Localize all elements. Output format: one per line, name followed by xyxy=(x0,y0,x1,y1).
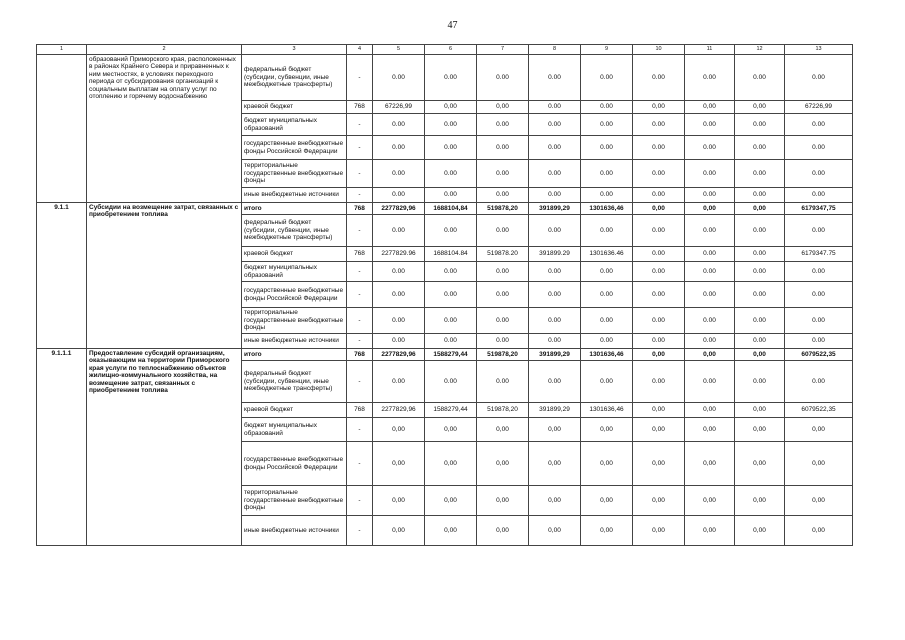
amount-cell: 1301636.46 xyxy=(581,247,633,262)
section-code-cell: 9.1.1 xyxy=(37,203,87,349)
amount-cell: 0.00 xyxy=(685,361,735,403)
amount-cell: 0.00 xyxy=(529,136,581,160)
amount-cell: 0,00 xyxy=(785,516,853,546)
amount-cell: 0,00 xyxy=(529,442,581,486)
amount-cell: 0.00 xyxy=(581,114,633,136)
amount-cell: 0.00 xyxy=(735,114,785,136)
amount-cell: 0,00 xyxy=(477,486,529,516)
amount-cell: 0.00 xyxy=(581,160,633,188)
amount-cell: 0.00 xyxy=(735,308,785,334)
amount-cell: 0,00 xyxy=(425,516,477,546)
budget-table xyxy=(36,44,853,546)
amount-cell: 0,00 xyxy=(685,516,735,546)
amount-cell: 0.00 xyxy=(477,361,529,403)
amount-cell: 0,00 xyxy=(735,403,785,418)
amount-cell: 0,00 xyxy=(735,486,785,516)
funding-source-cell: территориальные государственные внебюджетные фонды xyxy=(242,486,347,516)
amount-cell: 0,00 xyxy=(735,516,785,546)
amount-cell: 0,00 xyxy=(425,101,477,114)
amount-cell: 0.00 xyxy=(685,247,735,262)
amount-cell: 0.00 xyxy=(373,215,425,247)
amount-cell: 0.00 xyxy=(785,215,853,247)
amount-cell: 0.00 xyxy=(785,55,853,101)
funding-source-cell: краевой бюджет xyxy=(242,101,347,114)
amount-cell: 1588279,44 xyxy=(425,403,477,418)
amount-cell: 0.00 xyxy=(785,114,853,136)
amount-cell: 519878.20 xyxy=(477,247,529,262)
amount-cell: 0.00 xyxy=(477,334,529,349)
column-number-cell: 2 xyxy=(87,45,242,55)
amount-cell: 0.00 xyxy=(373,160,425,188)
amount-cell: 0,00 xyxy=(785,442,853,486)
amount-cell: 0.00 xyxy=(373,282,425,308)
column-number-cell: 12 xyxy=(735,45,785,55)
column-number-cell: 1 xyxy=(37,45,87,55)
section-title-cell: образований Приморского края, расположенных в районах Крайнего Севера и приравненных к ним местностях, в условиях переходного периода от субсидирования организаций к социальным выплатам на оплату услуг по отоплению и горячему водоснабжению xyxy=(87,55,242,203)
column-number-row xyxy=(37,45,853,55)
column-number-cell: 5 xyxy=(373,45,425,55)
amount-cell: 0.00 xyxy=(373,136,425,160)
funding-source-cell: федеральный бюджет (субсидии, субвенции, иные межбюджетные трансферты) xyxy=(242,215,347,247)
amount-cell: 0,00 xyxy=(477,101,529,114)
column-number-cell: 9 xyxy=(581,45,633,55)
amount-cell: 0.00 xyxy=(581,262,633,282)
amount-cell: 0.00 xyxy=(735,282,785,308)
amount-cell: 0.00 xyxy=(785,282,853,308)
column-number-cell: 11 xyxy=(685,45,735,55)
amount-cell: 1301636,46 xyxy=(581,203,633,215)
column-number-cell: 8 xyxy=(529,45,581,55)
funding-source-cell: бюджет муниципальных образований xyxy=(242,114,347,136)
amount-cell: 0,00 xyxy=(633,349,685,361)
amount-cell: 0.00 xyxy=(735,247,785,262)
amount-cell: 0.00 xyxy=(425,361,477,403)
amount-cell: 0.00 xyxy=(735,55,785,101)
grbs-code-cell: 768 xyxy=(347,247,373,262)
amount-cell: 0.00 xyxy=(529,361,581,403)
amount-cell: 0,00 xyxy=(425,486,477,516)
amount-cell: 0.00 xyxy=(529,282,581,308)
amount-cell: 0,00 xyxy=(633,486,685,516)
amount-cell: 0.00 xyxy=(477,188,529,203)
amount-cell: 0.00 xyxy=(685,282,735,308)
column-number-cell: 7 xyxy=(477,45,529,55)
amount-cell: 0,00 xyxy=(735,442,785,486)
amount-cell: 1301636,46 xyxy=(581,349,633,361)
amount-cell: 391899,29 xyxy=(529,349,581,361)
amount-cell: 2277829,96 xyxy=(373,349,425,361)
amount-cell: 0,00 xyxy=(477,516,529,546)
amount-cell: 0.00 xyxy=(477,308,529,334)
amount-cell: 0,00 xyxy=(425,418,477,442)
amount-cell: 0.00 xyxy=(685,188,735,203)
grbs-code-cell: 768 xyxy=(347,203,373,215)
amount-cell: 0.00 xyxy=(581,215,633,247)
amount-cell: 0,00 xyxy=(581,486,633,516)
amount-cell: 0.00 xyxy=(425,114,477,136)
funding-source-cell: итого xyxy=(242,203,347,215)
amount-cell: 0,00 xyxy=(529,418,581,442)
funding-source-cell: территориальные государственные внебюджетные фонды xyxy=(242,308,347,334)
amount-cell: 0.00 xyxy=(685,136,735,160)
amount-cell: 0.00 xyxy=(425,334,477,349)
amount-cell: 0,00 xyxy=(581,418,633,442)
amount-cell: 0,00 xyxy=(735,349,785,361)
funding-source-cell: федеральный бюджет (субсидии, субвенции, иные межбюджетные трансферты) xyxy=(242,55,347,101)
grbs-code-cell: - xyxy=(347,486,373,516)
amount-cell: 0,00 xyxy=(685,203,735,215)
amount-cell: 0,00 xyxy=(685,442,735,486)
amount-cell: 0,00 xyxy=(633,203,685,215)
amount-cell: 0.00 xyxy=(633,160,685,188)
amount-cell: 0.00 xyxy=(633,215,685,247)
amount-cell: 0.00 xyxy=(685,215,735,247)
amount-cell: 0.00 xyxy=(633,282,685,308)
amount-cell: 0,00 xyxy=(685,486,735,516)
amount-cell: 0.00 xyxy=(477,114,529,136)
funding-source-cell: бюджет муниципальных образований xyxy=(242,418,347,442)
amount-cell: 0,00 xyxy=(685,101,735,114)
amount-cell: 0.00 xyxy=(529,160,581,188)
amount-cell: 0,00 xyxy=(685,418,735,442)
amount-cell: 0.00 xyxy=(633,136,685,160)
amount-cell: 519878,20 xyxy=(477,203,529,215)
amount-cell: 0.00 xyxy=(685,308,735,334)
amount-cell: 0.00 xyxy=(633,308,685,334)
funding-source-cell: иные внебюджетные источники xyxy=(242,188,347,203)
grbs-code-cell: - xyxy=(347,160,373,188)
table-row xyxy=(37,55,853,101)
amount-cell: 0.00 xyxy=(735,160,785,188)
funding-source-cell: государственные внебюджетные фонды Российской Федерации xyxy=(242,136,347,160)
amount-cell: 0.00 xyxy=(581,308,633,334)
amount-cell: 0.00 xyxy=(785,308,853,334)
amount-cell: 0,00 xyxy=(685,349,735,361)
amount-cell: 0.00 xyxy=(785,334,853,349)
amount-cell: 0.00 xyxy=(633,55,685,101)
grbs-code-cell: - xyxy=(347,215,373,247)
amount-cell: 0,00 xyxy=(581,516,633,546)
funding-source-cell: государственные внебюджетные фонды Российской Федерации xyxy=(242,282,347,308)
amount-cell: 0.00 xyxy=(373,188,425,203)
grbs-code-cell: - xyxy=(347,136,373,160)
amount-cell: 0,00 xyxy=(785,418,853,442)
grbs-code-cell: 768 xyxy=(347,349,373,361)
amount-cell: 0.00 xyxy=(735,188,785,203)
grbs-code-cell: 768 xyxy=(347,101,373,114)
amount-cell: 2277829,96 xyxy=(373,203,425,215)
amount-cell: 0.00 xyxy=(425,282,477,308)
amount-cell: 0.00 xyxy=(477,215,529,247)
amount-cell: 0.00 xyxy=(685,114,735,136)
amount-cell: 0,00 xyxy=(373,516,425,546)
amount-cell: 67226,99 xyxy=(785,101,853,114)
amount-cell: 0.00 xyxy=(633,334,685,349)
amount-cell: 2277829.96 xyxy=(373,247,425,262)
amount-cell: 391899.29 xyxy=(529,247,581,262)
amount-cell: 1588279,44 xyxy=(425,349,477,361)
amount-cell: 0.00 xyxy=(373,114,425,136)
amount-cell: 67226,99 xyxy=(373,101,425,114)
amount-cell: 0,00 xyxy=(373,442,425,486)
amount-cell: 0.00 xyxy=(633,114,685,136)
grbs-code-cell: 768 xyxy=(347,403,373,418)
amount-cell: 1688104.84 xyxy=(425,247,477,262)
amount-cell: 0,00 xyxy=(373,486,425,516)
amount-cell: 0,00 xyxy=(735,203,785,215)
amount-cell: 0,00 xyxy=(633,516,685,546)
amount-cell: 0.00 xyxy=(477,262,529,282)
amount-cell: 0.00 xyxy=(425,215,477,247)
amount-cell: 0.00 xyxy=(785,188,853,203)
amount-cell: 0.00 xyxy=(529,215,581,247)
amount-cell: 6179347.75 xyxy=(785,247,853,262)
amount-cell: 0.00 xyxy=(477,282,529,308)
grbs-code-cell: - xyxy=(347,308,373,334)
section-title-cell: Субсидии на возмещение затрат, связанных с приобретением топлива xyxy=(87,203,242,349)
amount-cell: 0.00 xyxy=(529,101,581,114)
funding-source-cell: государственные внебюджетные фонды Российской Федерации xyxy=(242,442,347,486)
amount-cell: 0,00 xyxy=(685,403,735,418)
amount-cell: 0,00 xyxy=(581,442,633,486)
amount-cell: 0.00 xyxy=(477,136,529,160)
amount-cell: 0.00 xyxy=(581,334,633,349)
amount-cell: 0.00 xyxy=(529,262,581,282)
amount-cell: 0.00 xyxy=(373,262,425,282)
amount-cell: 0.00 xyxy=(529,188,581,203)
amount-cell: 6179347,75 xyxy=(785,203,853,215)
amount-cell: 0.00 xyxy=(425,160,477,188)
amount-cell: 0,00 xyxy=(633,101,685,114)
funding-source-cell: краевой бюджет xyxy=(242,247,347,262)
amount-cell: 6079522,35 xyxy=(785,349,853,361)
amount-cell: 0,00 xyxy=(633,403,685,418)
amount-cell: 0.00 xyxy=(785,136,853,160)
amount-cell: 0.00 xyxy=(425,262,477,282)
grbs-code-cell: - xyxy=(347,114,373,136)
amount-cell: 391899,29 xyxy=(529,403,581,418)
grbs-code-cell: - xyxy=(347,361,373,403)
grbs-code-cell: - xyxy=(347,418,373,442)
amount-cell: 0,00 xyxy=(529,486,581,516)
amount-cell: 0.00 xyxy=(581,55,633,101)
amount-cell: 0,00 xyxy=(633,442,685,486)
amount-cell: 0,00 xyxy=(425,442,477,486)
amount-cell: 0.00 xyxy=(529,308,581,334)
amount-cell: 0.00 xyxy=(373,55,425,101)
amount-cell: 519878,20 xyxy=(477,349,529,361)
section-title-cell: Предоставление субсидий организациям, оказывающим на территории Приморского края услуги по теплоснабжению объектов жилищно-коммунального хозяйства, на возмещение затрат, связанных с приобретением топлива xyxy=(87,349,242,546)
amount-cell: 0.00 xyxy=(529,55,581,101)
grbs-code-cell: - xyxy=(347,55,373,101)
amount-cell: 0.00 xyxy=(581,101,633,114)
amount-cell: 0.00 xyxy=(633,262,685,282)
column-number-cell: 3 xyxy=(242,45,347,55)
amount-cell: 0.00 xyxy=(581,361,633,403)
amount-cell: 0.00 xyxy=(633,361,685,403)
amount-cell: 2277829,96 xyxy=(373,403,425,418)
amount-cell: 0.00 xyxy=(735,334,785,349)
amount-cell: 0,00 xyxy=(735,101,785,114)
funding-source-cell: иные внебюджетные источники xyxy=(242,516,347,546)
amount-cell: 0,00 xyxy=(529,516,581,546)
funding-source-cell: федеральный бюджет (субсидии, субвенции, иные межбюджетные трансферты) xyxy=(242,361,347,403)
page-number: 47 xyxy=(447,20,458,31)
column-number-cell: 6 xyxy=(425,45,477,55)
grbs-code-cell: - xyxy=(347,188,373,203)
amount-cell: 0.00 xyxy=(735,361,785,403)
amount-cell: 0.00 xyxy=(373,334,425,349)
amount-cell: 0.00 xyxy=(785,160,853,188)
amount-cell: 0.00 xyxy=(581,282,633,308)
funding-source-cell: иные внебюджетные источники xyxy=(242,334,347,349)
section-code-cell xyxy=(37,55,87,203)
column-number-cell: 10 xyxy=(633,45,685,55)
amount-cell: 0.00 xyxy=(685,262,735,282)
amount-cell: 391899,29 xyxy=(529,203,581,215)
amount-cell: 0,00 xyxy=(477,442,529,486)
amount-cell: 0.00 xyxy=(477,55,529,101)
amount-cell: 6079522,35 xyxy=(785,403,853,418)
column-number-cell: 4 xyxy=(347,45,373,55)
amount-cell: 0.00 xyxy=(685,160,735,188)
amount-cell: 0.00 xyxy=(735,262,785,282)
amount-cell: 0.00 xyxy=(581,188,633,203)
table-row xyxy=(37,203,853,215)
amount-cell: 519878,20 xyxy=(477,403,529,418)
amount-cell: 0.00 xyxy=(425,136,477,160)
amount-cell: 0.00 xyxy=(785,262,853,282)
grbs-code-cell: - xyxy=(347,334,373,349)
amount-cell: 0.00 xyxy=(735,136,785,160)
amount-cell: 0.00 xyxy=(529,334,581,349)
amount-cell: 1301636,46 xyxy=(581,403,633,418)
table-row xyxy=(37,349,853,361)
grbs-code-cell: - xyxy=(347,442,373,486)
amount-cell: 0.00 xyxy=(425,188,477,203)
amount-cell: 1688104,84 xyxy=(425,203,477,215)
amount-cell: 0.00 xyxy=(685,334,735,349)
grbs-code-cell: - xyxy=(347,282,373,308)
amount-cell: 0.00 xyxy=(785,361,853,403)
amount-cell: 0.00 xyxy=(529,114,581,136)
grbs-code-cell: - xyxy=(347,516,373,546)
funding-source-cell: бюджет муниципальных образований xyxy=(242,262,347,282)
amount-cell: 0.00 xyxy=(373,361,425,403)
amount-cell: 0.00 xyxy=(425,55,477,101)
section-code-cell: 9.1.1.1 xyxy=(37,349,87,546)
amount-cell: 0.00 xyxy=(735,215,785,247)
amount-cell: 0.00 xyxy=(685,55,735,101)
amount-cell: 0.00 xyxy=(425,308,477,334)
amount-cell: 0.00 xyxy=(633,247,685,262)
amount-cell: 0,00 xyxy=(633,418,685,442)
funding-source-cell: краевой бюджет xyxy=(242,403,347,418)
column-number-cell: 13 xyxy=(785,45,853,55)
amount-cell: 0.00 xyxy=(581,136,633,160)
amount-cell: 0,00 xyxy=(477,418,529,442)
amount-cell: 0,00 xyxy=(735,418,785,442)
funding-source-cell: итого xyxy=(242,349,347,361)
grbs-code-cell: - xyxy=(347,262,373,282)
amount-cell: 0.00 xyxy=(633,188,685,203)
funding-source-cell: территориальные государственные внебюджетные фонды xyxy=(242,160,347,188)
amount-cell: 0,00 xyxy=(785,486,853,516)
amount-cell: 0.00 xyxy=(373,308,425,334)
amount-cell: 0,00 xyxy=(373,418,425,442)
amount-cell: 0.00 xyxy=(477,160,529,188)
